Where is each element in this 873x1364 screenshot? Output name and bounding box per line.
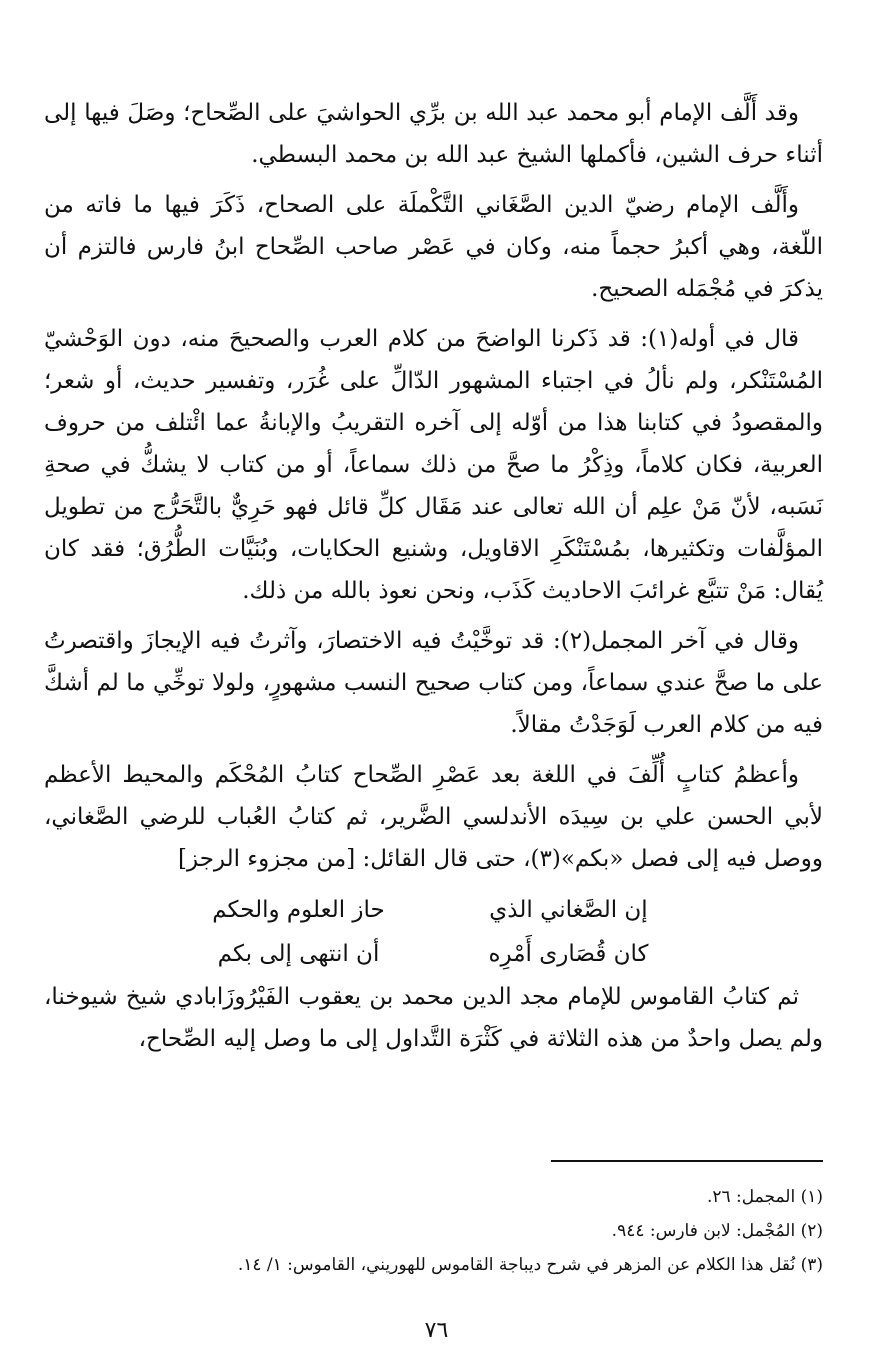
verse-hemistich-first: كان قُصَارى أَمْرِه: [488, 941, 649, 967]
verse-line: [44, 932, 823, 976]
footnote: (٢) المُجْمل: لابن فارس: ٩٤٤.: [611, 1221, 823, 1241]
paragraph-greatest-books: وأعظمُ كتابٍ أُلِّفَ في اللغة بعد عَصْرِ الصِّحاح كتابُ المُحْكَم والمحيط الأعظم لأبي الحسن علي بن سِيدَه الأندلسي الضَّرير، ثم كتابُ العُباب للرضي الصَّغاني، ووصل فيه إلى فصل «بكم»(٣)، حتى قال القائل: [من مجزوء الرجز]: [44, 762, 823, 872]
main-text: [44, 92, 823, 1060]
footnote: (٣) نُقل هذا الكلام عن المزهر في شرح ديباجة القاموس للهوريني، القاموس: ١/ ١٤.: [237, 1255, 823, 1275]
paragraph-qamus: ثم كتابُ القاموس للإمام مجد الدين محمد بن يعقوب الفَيْرُوزَابادي شيخ شيوخنا، ولم يصل واحدٌ من هذه الثلاثة في كَثْرَة التَّداول إلى ما وصل إليه الصِّحاح،: [44, 984, 823, 1052]
verse-hemistich-second: أن انتهى إلى بكم: [217, 941, 380, 967]
page-number: ٧٦: [424, 1318, 449, 1343]
paragraph-mujmal-end: وقال في آخر المجمل(٢): قد توخَّيْتُ فيه الاختصارَ، وآثرتُ فيه الإيجازَ واقتصرتُ على ما صحَّ عندي سماعاً، ومن كتاب صحيح النسب مشهورٍ، ولولا توخِّي ما لم أشكَّ فيه من كلام العرب لَوَجَدْتُ مقالاً.: [44, 628, 823, 738]
verse-hemistich-second: حاز العلوم والحكم: [212, 897, 385, 923]
verse-hemistich-first: إن الصَّغاني الذي: [489, 897, 648, 923]
footnotes: [44, 1180, 823, 1282]
paragraph-saghani-takmila: وأَلَّف الإمام رضيّ الدين الصَّغَاني التَّكْملَة على الصحاح، ذَكَرَ فيها ما فاته من اللّغة، وهي أكبرُ حجماً منه، وكان في عَصْر صاحب الصِّحاح ابنُ فارس فالتزم أن يذكرَ في مُجْمَله الصحيح.: [44, 192, 823, 302]
paragraph-mujmal-intro: قال في أوله(١): قد ذَكرنا الواضحَ من كلام العرب والصحيحَ منه، دون الوَحْشيّ المُسْتَنْكر، ولم نألُ في اجتباء المشهور الدّالِّ على غُرَر، وتفسير حديث، أو شعر؛ والمقصودُ في كتابنا هذا من أوّله إلى آخره التقريبُ والإبانةُ عما ائْتلف من حروف العربية، فكان كلاماً، وذِكْرُ ما صحَّ من ذلك سماعاً، أو من كتاب لا يشكُّ في صحةِ نَسَبه، لأنّ مَنْ علِم أن الله تعالى عند مَقَال كلِّ قائل فهو حَرِيٌّ بالتَّحَرُّج من تطويل المؤلَّفات وتكثيرها، بمُسْتَنْكَرِ الاقاويل، وشنيع الحكايات، وبُنَيَّات الطُّرُق؛ فقد كان يُقال: مَنْ تتبَّع غرائبَ الاحاديث كَذَب، ونحن نعوذ بالله من ذلك.: [44, 326, 823, 604]
footnote-divider: [551, 1160, 823, 1162]
paragraph-ibn-barri: وقد أَلَّف الإمام أبو محمد عبد الله بن برِّي الحواشيَ على الصِّحاح؛ وصَلَ فيها إلى أثناء حرف الشين، فأكملها الشيخ عبد الله بن محمد البسطي.: [44, 100, 823, 168]
footnote: (١) المجمل: ٢٦.: [706, 1187, 823, 1207]
verse-line: [44, 888, 823, 932]
